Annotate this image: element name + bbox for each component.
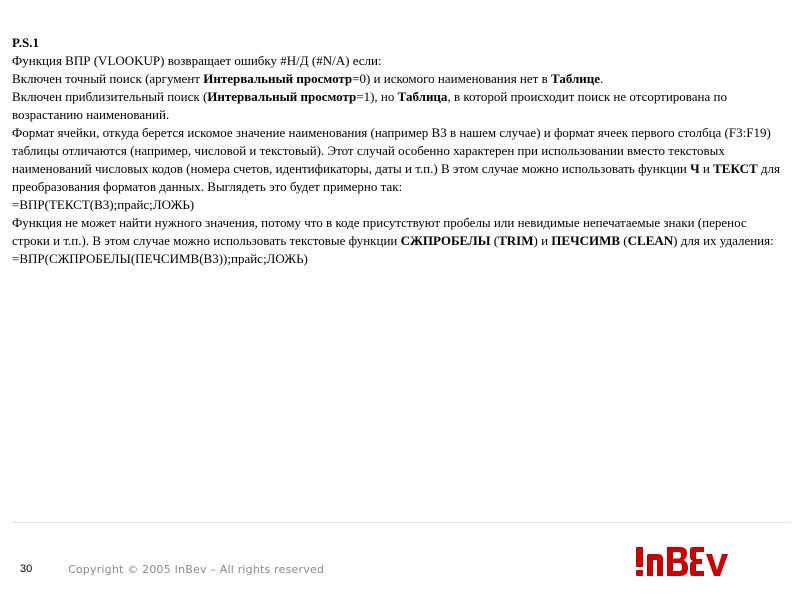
cause-approx-search [12, 88, 782, 124]
text-span: , в которой происходит поиск не отсортирована по возрастанию наименований. [12, 89, 727, 122]
text-span: ( [490, 233, 499, 248]
text-span: Включен приблизительный поиск ( [12, 89, 208, 104]
text-span: и [699, 161, 714, 176]
slide-content [12, 34, 782, 268]
text-span: ) и [533, 233, 552, 248]
text-span: . [600, 71, 604, 86]
text-span: =0) и искомого наименования нет в [352, 71, 551, 86]
bold-term: Интервальный просмотр [203, 71, 353, 86]
cause-format-mismatch [12, 124, 782, 196]
text-span: для преобразования форматов данных. Выглядеть это будет примерно так: [12, 161, 780, 194]
bold-term: ТЕКСТ [713, 161, 758, 176]
text-span: ( [620, 233, 628, 248]
cause-spaces [12, 214, 782, 250]
bold-term: ПЕЧСИМВ [551, 233, 621, 248]
text-span: Функция не может найти нужного значения, потому что в коде присутствуют пробелы или невидимые непечатаемые знаки (перенос строки и т.п.). В этом случае можно использовать текстовые функции [12, 215, 747, 248]
cause-exact-search [12, 70, 782, 88]
inbev-logo [634, 545, 738, 577]
text-span: =1), но [356, 89, 398, 104]
bold-term: Интервальный просмотр [207, 89, 357, 104]
intro-paragraph: Функция ВПР (VLOOKUP) возвращает ошибку #Н/Д (#N/A) если: [12, 53, 382, 68]
text-span: ) для их удаления: [673, 233, 774, 248]
page-number: 30 [20, 563, 33, 575]
bold-term: TRIM [498, 233, 534, 248]
bold-term: Таблице [550, 71, 601, 86]
bold-term: Ч [690, 161, 700, 176]
slide-title: P.S.1 [12, 35, 39, 50]
text-span: Включен точный поиск (аргумент [12, 71, 204, 86]
bold-term: Таблица [397, 89, 448, 104]
footer-divider [12, 522, 790, 523]
formula-example-1: =ВПР(ТЕКСТ(B3);прайс;ЛОЖЬ) [12, 197, 195, 212]
bold-term: CLEAN [627, 233, 674, 248]
formula-example-2: =ВПР(СЖПРОБЕЛЫ(ПЕЧСИМВ(B3));прайс;ЛОЖЬ) [12, 251, 308, 266]
bold-term: СЖПРОБЕЛЫ [400, 233, 491, 248]
copyright-notice: Copyright © 2005 InBev – All rights reserved [68, 563, 325, 576]
text-span: Формат ячейки, откуда берется искомое значение наименования (например B3 в нашем случае) и формат ячеек первого столбца (F3:F19) таблицы отличаются (например, числовой и текстовый). Этот случай особенно характерен при использовании вместо текстовых наименований числовых кодов (номера счетов, идентификаторы, даты и т.п.) В этом случае можно использовать функции [12, 125, 771, 176]
